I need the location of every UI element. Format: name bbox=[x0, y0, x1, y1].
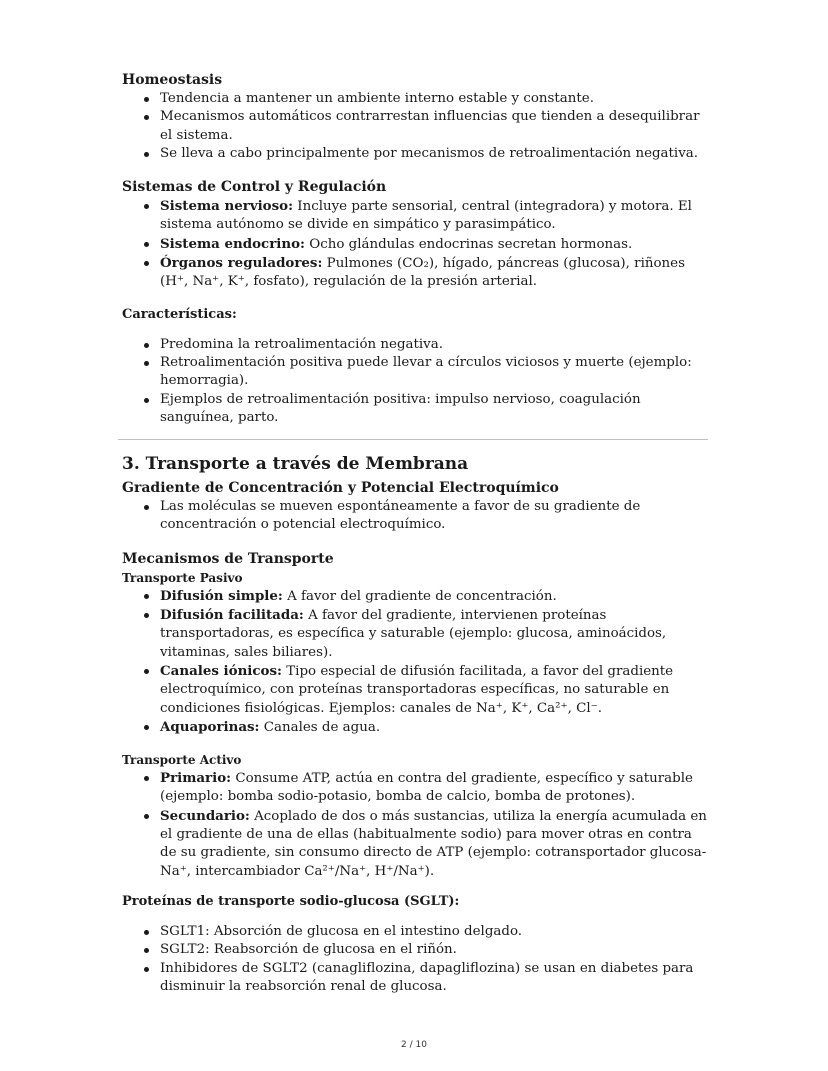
list-item bbox=[160, 769, 712, 807]
list-item: Predomina la retroalimentación negativa. bbox=[160, 336, 712, 354]
item-label: Sistema endocrino: bbox=[160, 235, 305, 252]
item-label: Órganos reguladores: bbox=[160, 255, 323, 272]
item-text: Consume ATP, actúa en contra del gradiente, específico y saturable (ejemplo: bomba sodio-potasio, bomba de calcio, bomba de protones). bbox=[160, 771, 693, 805]
list-control bbox=[122, 197, 712, 291]
heading-section-3: 3. Transporte a través de Membrana bbox=[122, 454, 469, 475]
page-number: 2 / 10 bbox=[401, 1040, 427, 1050]
list-item: Se lleva a cabo principalmente por mecanismos de retroalimentación negativa. bbox=[160, 145, 712, 163]
list-item: SGLT2: Reabsorción de glucosa en el riñón. bbox=[160, 941, 712, 959]
item-text: Acoplado de dos o más sustancias, utiliza la energía acumulada en el gradiente de una de ellas (habitualmente sodio) para mover otras en contra de su gradiente, sin consumo directo de ATP (ejemplo: cotransportador glucosa-Na⁺, intercambiador Ca²⁺/Na⁺, H⁺/Na⁺). bbox=[160, 808, 707, 879]
heading-transporte-pasivo: Transporte Pasivo bbox=[122, 570, 243, 585]
list-item: SGLT1: Absorción de glucosa en el intestino delgado. bbox=[160, 923, 712, 941]
list-homeostasis bbox=[122, 90, 712, 163]
heading-caracteristicas: Características: bbox=[122, 306, 237, 322]
heading-sglt: Proteínas de transporte sodio-glucosa (SGLT): bbox=[122, 893, 460, 909]
list-item bbox=[160, 235, 712, 254]
item-label: Secundario: bbox=[160, 807, 250, 824]
item-label: Difusión facilitada: bbox=[160, 607, 304, 624]
list-item bbox=[160, 197, 712, 235]
list-item bbox=[160, 662, 712, 718]
heading-transporte-activo: Transporte Activo bbox=[122, 753, 242, 768]
section-divider bbox=[118, 439, 708, 440]
list-item: Retroalimentación positiva puede llevar a círculos viciosos y muerte (ejemplo: hemorragia). bbox=[160, 354, 712, 391]
item-text: Canales de agua. bbox=[259, 719, 381, 735]
item-label: Difusión simple: bbox=[160, 587, 283, 604]
list-transporte-activo bbox=[122, 769, 712, 881]
page-content bbox=[122, 70, 712, 996]
list-item bbox=[160, 807, 712, 881]
item-label: Sistema nervioso: bbox=[160, 198, 294, 215]
list-gradiente bbox=[122, 498, 712, 535]
list-item bbox=[160, 606, 712, 662]
list-item bbox=[160, 718, 712, 737]
item-label: Aquaporinas: bbox=[160, 718, 260, 735]
item-text: A favor del gradiente de concentración. bbox=[282, 588, 557, 604]
list-item: Mecanismos automáticos contrarrestan influencias que tienden a desequilibrar el sistema. bbox=[160, 108, 712, 145]
item-text: Pulmones (CO₂), hígado, páncreas (glucosa), riñones (H⁺, Na⁺, K⁺, fosfato), regulación de la presión arterial. bbox=[160, 256, 685, 290]
item-text: Tipo especial de difusión facilitada, a favor del gradiente electroquímico, con proteínas transportadoras específicas, no saturable en condiciones fisiológicas. Ejemplos: canales de Na⁺, K⁺, Ca²⁺, Cl⁻. bbox=[160, 663, 674, 716]
item-label: Primario: bbox=[160, 770, 232, 787]
list-item: Tendencia a mantener un ambiente interno estable y constante. bbox=[160, 90, 712, 108]
item-text: A favor del gradiente, intervienen proteínas transportadoras, es específica y saturable (ejemplo: glucosa, aminoácidos, vitaminas, sales biliares). bbox=[160, 608, 667, 660]
list-caracteristicas bbox=[122, 336, 712, 427]
item-label: Canales iónicos: bbox=[160, 662, 282, 679]
heading-control: Sistemas de Control y Regulación bbox=[122, 179, 387, 196]
list-item: Las moléculas se mueven espontáneamente a favor de su gradiente de concentración o potencial electroquímico. bbox=[160, 498, 712, 535]
heading-homeostasis: Homeostasis bbox=[122, 72, 223, 88]
item-text: Incluye parte sensorial, central (integradora) y motora. El sistema autónomo se divide en simpático y parasimpático. bbox=[160, 199, 692, 233]
list-item: Ejemplos de retroalimentación positiva: impulso nervioso, coagulación sanguínea, parto. bbox=[160, 391, 712, 428]
heading-gradiente: Gradiente de Concentración y Potencial Electroquímico bbox=[122, 480, 559, 497]
list-item: Inhibidores de SGLT2 (canagliflozina, dapagliflozina) se usan en diabetes para disminuir la reabsorción renal de glucosa. bbox=[160, 960, 712, 997]
list-item bbox=[160, 254, 712, 292]
list-item bbox=[160, 587, 712, 606]
heading-mecanismos: Mecanismos de Transporte bbox=[122, 550, 334, 567]
list-sglt bbox=[122, 923, 712, 996]
list-transporte-pasivo bbox=[122, 587, 712, 737]
item-text: Ocho glándulas endocrinas secretan hormonas. bbox=[304, 236, 633, 252]
